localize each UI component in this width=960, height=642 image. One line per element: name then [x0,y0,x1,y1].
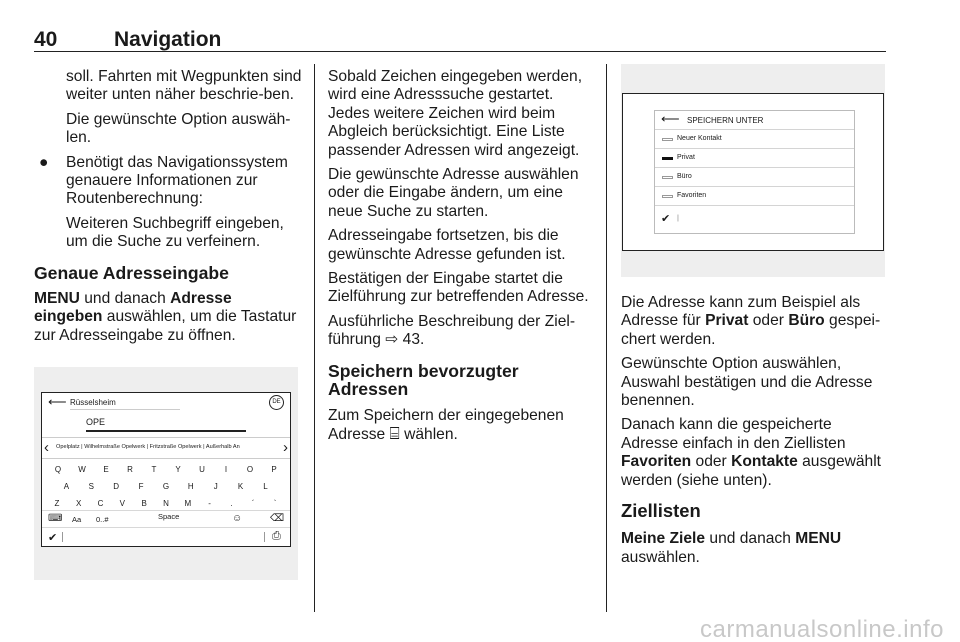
save-option-privat[interactable] [655,149,854,168]
space-button[interactable]: Space [158,512,180,521]
kontakte-term: Kontakte [731,453,798,471]
key[interactable]: H [187,482,194,491]
speech-icon[interactable]: ☺ [232,513,243,524]
key[interactable]: E [103,465,109,474]
save-screenshot [621,64,885,277]
chevron-right-icon[interactable]: › [283,439,288,456]
column-3 [621,294,885,573]
watermark-text: carmanualsonline.info [700,616,944,642]
key[interactable]: . [230,499,233,508]
key[interactable]: P [271,465,277,474]
key[interactable]: S [88,482,94,491]
numbers-button[interactable]: 0..# [96,515,109,524]
home-icon [662,157,673,160]
key[interactable]: N [163,499,169,508]
key[interactable]: F [138,482,144,491]
suggestion-bar [42,437,290,459]
key[interactable]: G [162,482,170,491]
key[interactable]: V [119,499,126,508]
option-label: Privat [677,154,695,161]
contact-icon [662,138,673,141]
privat-term: Privat [705,312,749,330]
chevron-left-icon[interactable]: ‹ [44,439,49,456]
paragraph: Sobald Zeichen eingegeben werden, wird eine Adresssuche gestartet. Jedes weitere Zeichen wird beim Abgleich berücksichtigt. Eine Liste passender Adressen wird angezeigt. [328,68,583,159]
paragraph: Bestätigen der Eingabe startet die Zielführung zur betreffenden Adresse. [328,270,589,306]
page-number: 40 [34,28,58,51]
key[interactable]: R [127,465,133,474]
save-confirm-row [655,206,854,234]
adresse-eingeben-term: Adresse eingeben [34,290,232,326]
check-icon[interactable]: ✔ [661,213,671,225]
key[interactable]: T [151,465,157,474]
separator-mark [264,532,265,542]
key[interactable]: Y [175,465,181,474]
bullet-item [34,154,302,209]
column-divider-2 [606,64,607,612]
save-menu [654,110,855,234]
field-underline [70,409,180,410]
bullet-icon: ● [39,153,49,171]
option-label: Favoriten [677,192,707,199]
suggestion-list[interactable]: Opelplatz | Wilhelmstraße Opelwerk | Fritzstraße Opelwerk | Außerhalb An [56,444,240,450]
option-label: Büro [677,173,692,180]
save-icon[interactable]: ⎙ [272,530,281,542]
key[interactable]: B [141,499,147,508]
back-arrow-icon[interactable]: ⟵ [661,111,680,126]
key[interactable]: - [208,499,211,508]
page-reference[interactable]: 43. [398,331,425,349]
save-title-row [655,111,854,130]
key[interactable]: Z [54,499,60,508]
paragraph: Gewünschte Option auswählen, Auswahl bestätigen und die Adresse benennen. [621,355,873,410]
meine-ziele-term: Meine Ziele [621,530,706,548]
paragraph: Danach kann die gespeicherte Adresse einfach in den Ziellisten Favoriten oder Kontakte ausgewählt werden (siehe unten). [621,416,882,489]
paragraph: Ausführliche Beschreibung der Ziel-führung ⇨ 43. [328,312,576,349]
confirm-row [42,530,290,546]
key[interactable]: O [246,465,254,474]
paragraph: Die gewünschte Option auswäh-len. [66,110,291,147]
input-underline [86,430,246,432]
save-option-favoriten[interactable] [655,187,854,206]
favoriten-term: Favoriten [621,453,692,471]
save-title: SPEICHERN UNTER [687,116,764,125]
key[interactable]: L [263,482,268,491]
buero-term: Büro [788,312,825,330]
key[interactable]: C [97,499,104,508]
key[interactable]: ` [273,499,277,508]
check-icon[interactable]: ✔ [48,532,58,544]
save-option-neuer-kontakt[interactable] [655,130,854,149]
key[interactable]: X [76,499,82,508]
key[interactable]: M [184,499,192,508]
keyboard-screen [41,392,291,547]
keyboard-screenshot [34,367,298,580]
office-icon [662,176,673,179]
key[interactable]: Q [54,465,62,474]
paragraph: soll. Fahrten mit Wegpunkten sind weiter unten näher beschrie-ben. [66,68,302,104]
section-heading: Speichern bevorzugter Adressen [328,360,519,400]
paragraph: Adresseingabe fortsetzen, bis die gewünschte Adresse gefunden ist. [328,227,566,263]
language-badge[interactable]: DE [269,395,284,410]
key[interactable]: J [213,482,218,491]
key[interactable]: W [78,465,86,474]
paragraph: Weiteren Suchbegriff eingeben, um die Suche zu verfeinern. [66,214,284,251]
key-row-1 [42,465,290,474]
key[interactable]: ´ [251,499,255,508]
name-input-cursor[interactable]: | [677,213,679,222]
key[interactable]: I [224,465,228,474]
column-divider-1 [314,64,315,612]
paragraph: Meine Ziele und danach MENU auswählen. [621,530,842,566]
page-title: Navigation [114,28,222,51]
paragraph: Zum Speichern der eingegebenen Adresse ⌸ wählen. [328,406,564,443]
option-label: Neuer Kontakt [677,135,722,142]
column-1 [34,68,302,351]
section-heading: Ziellisten [621,500,701,522]
key[interactable]: K [237,482,244,491]
keyboard-icon[interactable]: ⌨ [48,513,63,524]
page-header [34,28,886,52]
key-row-3 [42,499,290,508]
favorite-icon [662,195,673,198]
save-screen [622,93,884,251]
save-icon: ⌸ [389,423,400,443]
cursor-mark [62,532,63,542]
paragraph: Die gewünschte Adresse auswählen oder die Eingabe ändern, um eine neue Suche zu starten. [328,166,579,220]
city-field-label: Rüsselsheim [70,398,116,407]
bullet-text: Benötigt das Navigationssystem genauere Informationen zur Routenberechnung: [66,153,288,208]
key-row-2 [42,482,290,491]
paragraph: MENU und danach Adresse eingeben auswählen, um die Tastatur zur Adresseingabe zu öffnen. [34,290,297,344]
key[interactable]: A [63,482,70,491]
key[interactable]: D [113,482,120,491]
paragraph: Die Adresse kann zum Beispiel als Adresse für Privat oder Büro gespei-chert werden. [621,294,881,348]
address-input[interactable]: OPE [86,417,106,427]
header-divider [34,51,886,52]
keyboard-function-row [42,510,290,528]
back-arrow-icon[interactable]: ⟵ [48,394,67,409]
page-reference-icon: ⇨ [385,331,399,349]
menu-term: MENU [34,290,80,308]
column-2 [328,68,592,450]
key[interactable]: U [199,465,205,474]
case-toggle-button[interactable]: Aa [72,515,82,524]
section-heading: Genaue Adresseingabe [34,262,229,283]
menu-term: MENU [795,530,842,548]
save-option-buero[interactable] [655,168,854,187]
delete-icon[interactable]: ⌫ [270,513,285,524]
